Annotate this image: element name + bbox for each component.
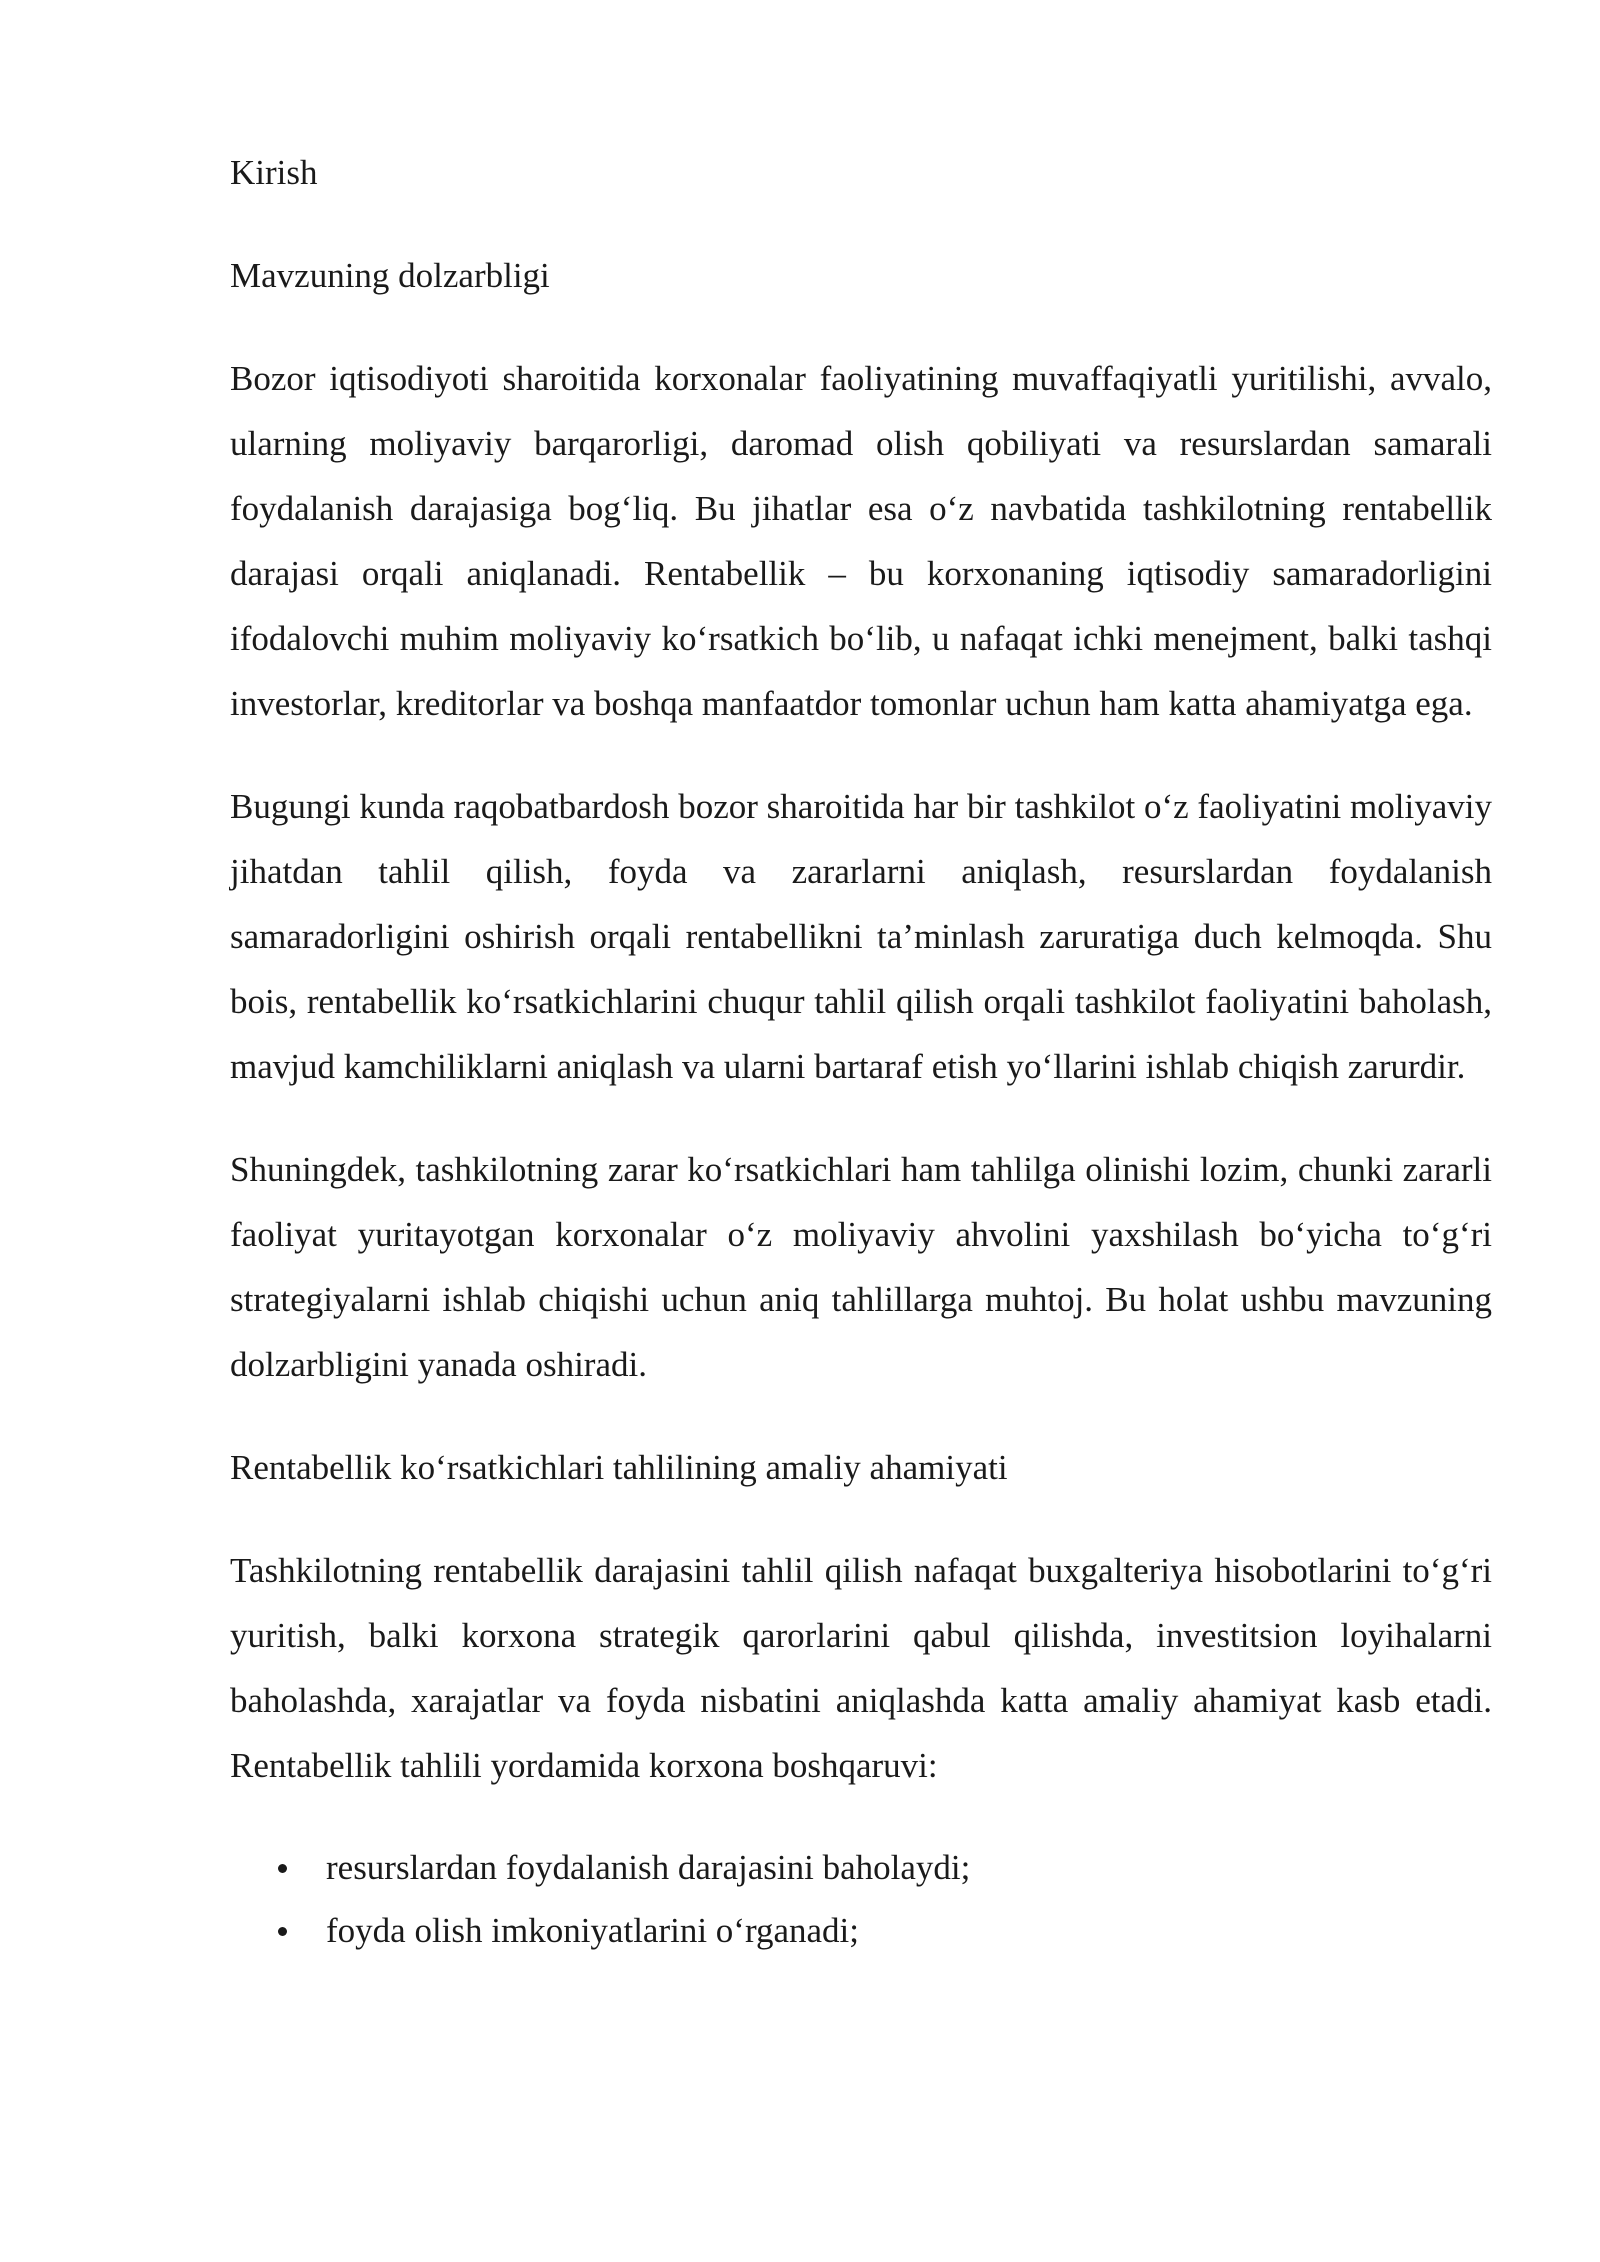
list-item-text: resurslardan foydalanish darajasini baholaydi; xyxy=(326,1848,971,1887)
bullet-icon xyxy=(278,1864,287,1873)
bullet-icon xyxy=(278,1927,287,1936)
bullet-list xyxy=(230,1836,1492,1962)
document-page xyxy=(230,140,1492,1962)
paragraph: Bozor iqtisodiyoti sharoitida korxonalar faoliyatining muvaffaqiyatli yuritilishi, avvalo, ularning moliyaviy barqarorligi, daromad olish qobiliyati va resurslardan samarali foydalanish darajasiga bog‘liq. Bu jihatlar esa o‘z navbatida tashkilotning rentabellik darajasi orqali aniqlanadi. Rentabellik – bu korxonaning iqtisodiy samaradorligini ifodalovchi muhim moliyaviy ko‘rsatkich bo‘lib, u nafaqat ichki menejment, balki tashqi investorlar, kreditorlar va boshqa manfaatdor tomonlar uchun ham katta ahamiyatga ega. xyxy=(230,359,1492,723)
section-heading-relevance: Mavzuning dolzarbligi xyxy=(230,256,550,295)
paragraph: Bugungi kunda raqobatbardosh bozor sharoitida har bir tashkilot o‘z faoliyatini moliyaviy jihatdan tahlil qilish, foyda va zararlarni aniqlash, resurslardan foydalanish samaradorligini oshirish orqali rentabellikni ta’minlash zaruratiga duch kelmoqda. Shu bois, rentabellik ko‘rsatkichlarini chuqur tahlil qilish orqali tashkilot faoliyatini baholash, mavjud kamchiliklarni aniqlash va ularni bartaraf etish yo‘llarini ishlab chiqish zarurdir. xyxy=(230,787,1492,1086)
paragraph: Shuningdek, tashkilotning zarar ko‘rsatkichlari ham tahlilga olinishi lozim, chunki zararli faoliyat yuritayotgan korxonalar o‘z moliyaviy ahvolini yaxshilash bo‘yicha to‘g‘ri strategiyalarni ishlab chiqishi uchun aniq tahlillarga muhtoj. Bu holat ushbu mavzuning dolzarbligini yanada oshiradi. xyxy=(230,1150,1492,1384)
document-title: Kirish xyxy=(230,153,318,192)
paragraph: Tashkilotning rentabellik darajasini tahlil qilish nafaqat buxgalteriya hisobotlarini to‘g‘ri yuritish, balki korxona strategik qarorlarini qabul qilishda, investitsion loyihalarni baholashda, xarajatlar va foyda nisbatini aniqlashda katta amaliy ahamiyat kasb etadi. Rentabellik tahlili yordamida korxona boshqaruvi: xyxy=(230,1551,1492,1785)
list-item xyxy=(230,1899,1492,1962)
list-item-text: foyda olish imkoniyatlarini o‘rganadi; xyxy=(326,1911,859,1950)
section-heading-practical-importance: Rentabellik ko‘rsatkichlari tahlilining amaliy ahamiyati xyxy=(230,1448,1008,1487)
list-item xyxy=(230,1836,1492,1899)
